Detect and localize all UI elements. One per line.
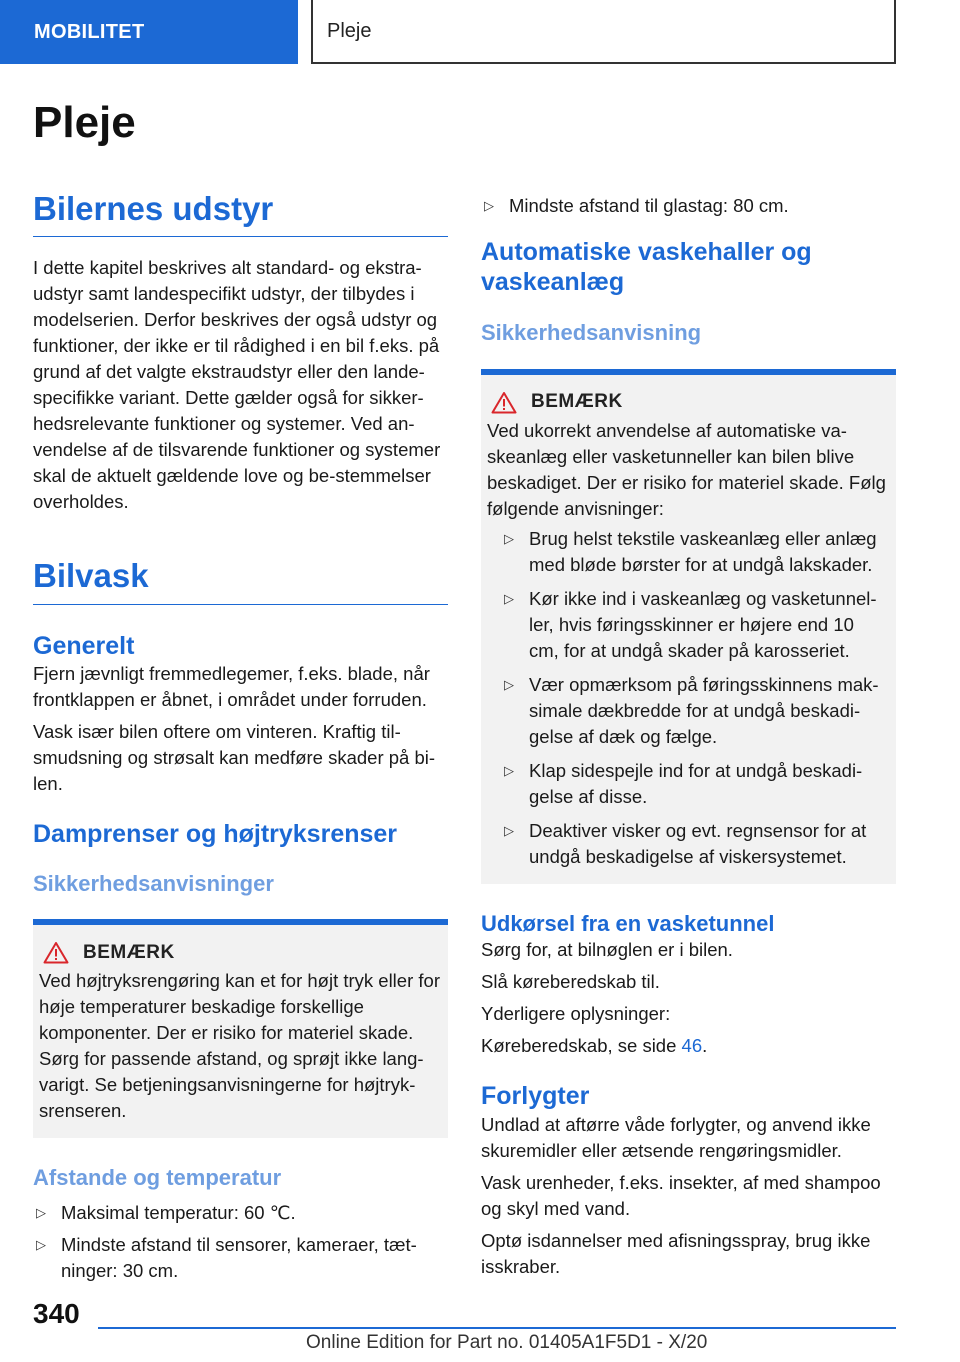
list-item-text: Vær opmærksom på føringsskinnens mak-simale dækbredde for at undgå beskadi-gelse af dæk og fælge.: [529, 673, 879, 747]
subheading-forlygter: Forlygter: [481, 1082, 590, 1110]
notice-header: [39, 941, 440, 964]
left-column: [33, 188, 448, 1290]
page-number: 340: [33, 1298, 80, 1329]
notice-list: [487, 526, 888, 870]
footer-rule: [98, 1327, 896, 1329]
triangle-bullet-icon: ▷: [36, 1204, 46, 1220]
subheading-automatiske-vaskehaller: Automatiske vaskehaller og vaskeanlæg: [481, 238, 812, 296]
notice-title: BEMÆRK: [83, 941, 175, 963]
subheading-damprenser: Damprenser og højtryksrenser: [33, 820, 398, 848]
list-item: [501, 526, 888, 578]
page-reference-link[interactable]: 46: [681, 1035, 703, 1056]
notice-box-carwash: [481, 369, 896, 884]
list-item: [33, 1200, 448, 1226]
exit-reference-text: Køreberedskab, se side: [481, 1035, 677, 1056]
warning-triangle-icon: [491, 391, 517, 414]
generelt-paragraph-2: Vask især bilen oftere om vinteren. Kraftig til-smudsning og strøsalt kan medføre skader på bi-len.: [33, 721, 436, 794]
section-title-bilernes-udstyr: Bilernes udstyr: [33, 188, 448, 237]
triangle-bullet-icon: ▷: [504, 530, 514, 546]
right-column: [481, 193, 896, 1280]
list-item: [33, 1232, 448, 1284]
subheading-sikkerhedsanvisninger: Sikkerhedsanvisninger: [33, 870, 274, 896]
triangle-bullet-icon: ▷: [484, 198, 494, 213]
subheading-generelt: Generelt: [33, 631, 135, 660]
triangle-bullet-icon: ▷: [504, 590, 514, 606]
lights-paragraph-2: Vask urenheder, f.eks. insekter, af med shampoo og skyl med vand.: [481, 1171, 881, 1219]
exit-paragraph-4: [481, 1033, 896, 1059]
list-item: [501, 586, 888, 664]
list-item: [501, 758, 888, 810]
triangle-bullet-icon: ▷: [504, 762, 514, 778]
warning-triangle-icon: [43, 941, 69, 964]
list-item: [481, 193, 896, 219]
list-item-text: Mindste afstand til glastag: 80 cm.: [509, 195, 789, 216]
exit-reference-end: .: [702, 1035, 708, 1056]
distance-list: [33, 1200, 448, 1284]
triangle-bullet-icon: ▷: [504, 822, 514, 838]
notice-header: [487, 391, 888, 414]
notice-box-highpressure: [33, 919, 448, 1138]
subheading-afstande: Afstande og temperatur: [33, 1165, 282, 1190]
list-item: [501, 672, 888, 750]
page-title: Pleje: [33, 98, 136, 147]
notice-body: Ved ukorrekt anvendelse af automatiske va-skeanlæg eller vasketunneller kan bilen blive beskadiget. Der er risiko for materiel skade. Følg følgende anvisninger:: [487, 419, 886, 519]
list-item-text: Brug helst tekstile vaskeanlæg eller anlæg med bløde børster for at undgå lakskader.: [529, 527, 877, 575]
list-item-text: Klap sidespejle ind for at undgå beskadi-gelse af disse.: [529, 759, 863, 807]
generelt-paragraph-1: Fjern jævnligt fremmedlegemer, f.eks. blade, når frontklappen er åbnet, i området under forruden.: [33, 663, 430, 710]
chapter-tab: Pleje: [311, 0, 896, 64]
section-title-bilvask: Bilvask: [33, 555, 448, 604]
list-item: [501, 818, 888, 870]
triangle-bullet-icon: ▷: [504, 676, 514, 692]
lights-paragraph-3: Optø isdannelser med afisningsspray, brug ikke isskraber.: [481, 1229, 871, 1277]
notice-title: BEMÆRK: [531, 391, 623, 412]
subheading-sikkerhedsanvisning: Sikkerhedsanvisning: [481, 320, 702, 345]
list-item-text: Mindste afstand til sensorer, kameraer, tæt-ninger: 30 cm.: [61, 1233, 417, 1281]
section-tab: MOBILITET: [0, 0, 298, 64]
lights-paragraph-1: Undlad at aftørre våde forlygter, og anvend ikke skuremidler eller ætsende rengøringsmidler.: [481, 1113, 871, 1161]
exit-paragraph-3: Yderligere oplysninger:: [481, 1003, 671, 1024]
glass-roof-list: [481, 193, 896, 219]
list-item-text: Kør ikke ind i vaskeanlæg og vasketunnel-ler, hvis føringsskinner er højere end 10 cm, for at undgå skader på karosseriet.: [529, 587, 877, 661]
triangle-bullet-icon: ▷: [36, 1236, 46, 1252]
list-item-text: Deaktiver visker og evt. regnsensor for at undgå beskadigelse af viskersystemet.: [529, 819, 867, 867]
footer-edition: Online Edition for Part no. 01405A1F5D1 - X/20: [306, 1332, 708, 1353]
exit-paragraph-1: Sørg for, at bilnøglen er i bilen.: [481, 939, 733, 960]
subheading-udkoersel: Udkørsel fra en vasketunnel: [481, 910, 775, 936]
list-item-text: Maksimal temperatur: 60 ℃.: [61, 1201, 296, 1223]
exit-paragraph-2: Slå køreberedskab til.: [481, 971, 660, 992]
notice-body: Ved højtryksrengøring kan et for højt tryk eller for høje temperaturer beskadige forskellige komponenter. Der er risiko for materiel skade. Sørg for passende afstand, og sprøjt ikke lang-varigt. Se betjeningsanvisningerne for højtryk-srenseren.: [39, 970, 440, 1121]
intro-paragraph: I dette kapitel beskrives alt standard- og ekstra-udstyr samt landespecifikt udstyr, der tilbydes i modelserien. Derfor beskrives der også udstyr og funktioner, der ikke er til rådighed i en bil f.eks. på grund af det valgte ekstraudstyr eller den lande-specifikke variant. Dette gælder også for sikker-hedsrelevante funktioner og systemer. Ved an-vendelse af de tilsvarende funktioner og systemer skal de aktuelt gældende love og be-stemmelser overholdes.: [33, 257, 441, 513]
